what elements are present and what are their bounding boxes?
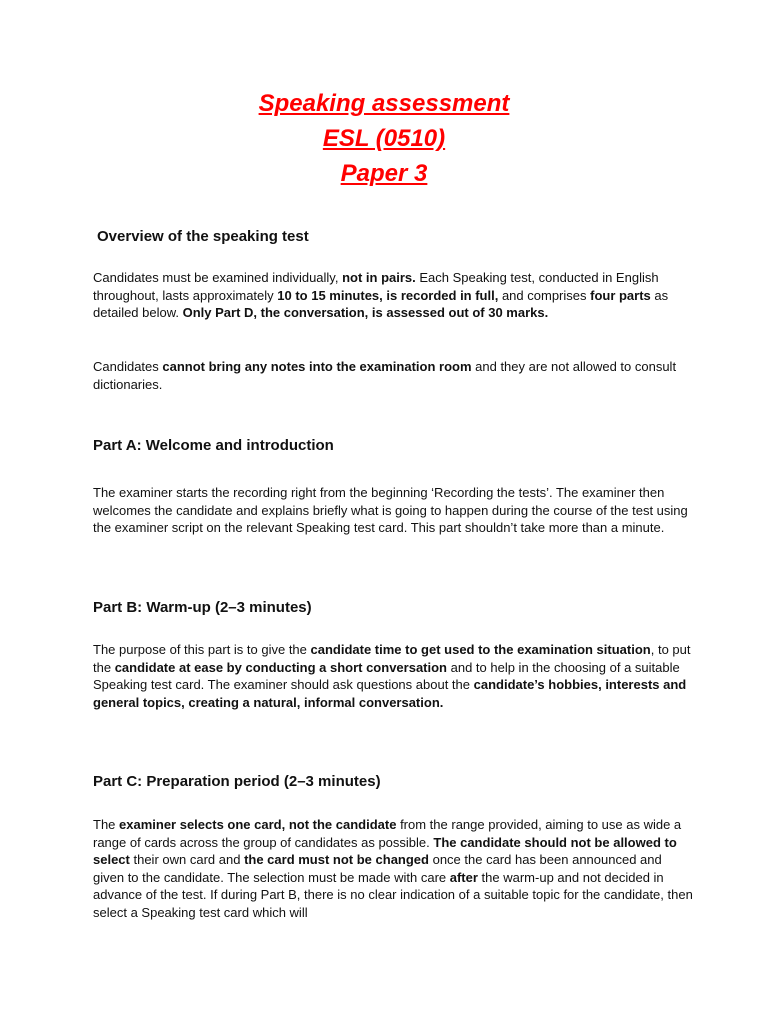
text-run: and they are not allowed to consult dictionaries. — [93, 359, 677, 392]
bold-text-run: not in pairs. — [342, 270, 416, 285]
bold-text-run: 10 to 15 minutes, is recorded in full, — [277, 287, 499, 303]
bold-text-run: cannot bring any notes into the examination room — [162, 359, 472, 374]
title-line-1: Speaking assessment — [258, 90, 510, 117]
title-line-3: Paper 3 — [340, 160, 428, 187]
bold-text-run: candidate’s hobbies, interests and general topics, creating a natural, informal conversation. — [93, 677, 687, 710]
bold-text-run: the card must not be changed — [244, 852, 429, 868]
text-run: once the card has been announced and given to the candidate. The selection must be made with care — [93, 852, 662, 885]
overview-paragraph-2 — [93, 358, 693, 393]
bold-text-run: candidate at ease by conducting a short conversation — [114, 659, 447, 675]
text-run: from the range provided, aiming to use as wide a range of cards across the group of candidates as possible. — [93, 817, 682, 850]
text-run: and to help in the choosing of a suitable Speaking test card. The examiner should ask questions about the — [93, 659, 680, 693]
text-run: Each Speaking test, conducted in English throughout, lasts approximately — [93, 270, 659, 303]
part-b-paragraph — [93, 641, 693, 711]
text-run: their own card and — [129, 852, 245, 868]
overview-paragraph-1 — [93, 269, 693, 322]
text-run: Candidates — [93, 359, 163, 374]
bold-text-run: candidate time to get used to the examination situation — [310, 642, 651, 657]
bold-text-run: examiner selects one card, not the candidate — [119, 817, 397, 832]
text-run: The — [93, 817, 120, 832]
part-c-heading: Part C: Preparation period (2–3 minutes) — [93, 773, 381, 790]
part-c-paragraph — [93, 816, 693, 922]
title-line-2: ESL (0510) — [322, 125, 446, 152]
text-run: , to put the — [93, 642, 691, 675]
bold-text-run: four parts — [590, 287, 651, 303]
text-run: The examiner starts the recording right from the beginning ‘Recording the tests’. The examiner then welcomes the candidate and explains briefly what is going to happen during the course of the test using the examiner script on the relevant Speaking test card. This part shouldn’t take more than a minute. — [93, 485, 688, 536]
text-run: The purpose of this part is to give the — [93, 642, 311, 657]
text-run: and comprises — [498, 287, 591, 303]
text-run: the warm-up and not decided in advance of the test. If during Part B, there is no clear indication of a suitable topic for the candidate, then select a Speaking test card which will — [93, 869, 693, 920]
bold-text-run: Only Part D, the conversation, is assessed out of 30 marks. — [182, 305, 549, 321]
overview-heading: Overview of the speaking test — [97, 228, 309, 245]
bold-text-run: The candidate should not be allowed to select — [93, 834, 677, 868]
part-a-heading: Part A: Welcome and introduction — [93, 437, 334, 454]
part-a-paragraph — [93, 484, 693, 537]
text-run: as detailed below. — [93, 287, 669, 321]
text-run: Candidates must be examined individually, — [93, 270, 343, 285]
part-b-heading: Part B: Warm-up (2–3 minutes) — [93, 599, 312, 616]
bold-text-run: after — [449, 869, 478, 885]
